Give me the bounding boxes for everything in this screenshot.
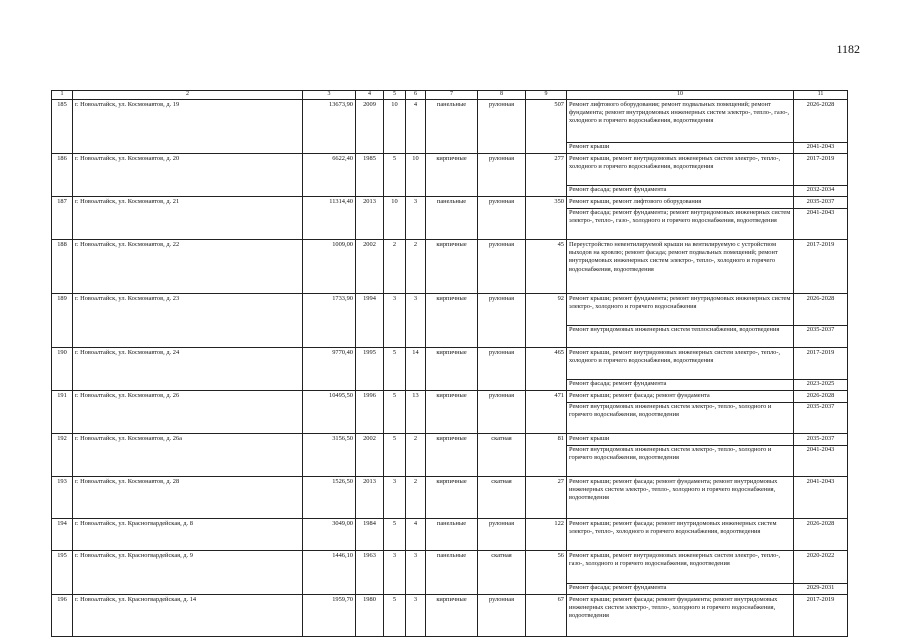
address-cell: г. Новоалтайск, ул. Космонавтов, д. 22 bbox=[73, 240, 303, 294]
works-cell: Ремонт крыши; ремонт фасада; ремонт фундамента bbox=[567, 391, 794, 403]
table-row bbox=[52, 477, 848, 519]
wall-material-cell: кирпичные bbox=[426, 294, 478, 348]
area-cell: 3049,00 bbox=[303, 519, 356, 551]
period-cell: 2017-2019 bbox=[794, 348, 848, 380]
entrances-cell: 13 bbox=[406, 391, 426, 434]
year-cell: 1985 bbox=[356, 154, 384, 197]
address-cell: г. Новоалтайск, ул. Красногвардейская, д. 14 bbox=[73, 595, 303, 637]
row-number: 185 bbox=[52, 100, 73, 154]
area-cell: 1446,10 bbox=[303, 551, 356, 595]
roof-type-cell: рулонная bbox=[478, 595, 526, 637]
wall-material-cell: кирпичные bbox=[426, 240, 478, 294]
wall-material-cell: кирпичные bbox=[426, 391, 478, 434]
works-cell: Ремонт фасада; ремонт фундамента bbox=[567, 584, 794, 595]
wall-material-cell: панельные bbox=[426, 100, 478, 154]
entrances-cell: 4 bbox=[406, 100, 426, 154]
year-cell: 1980 bbox=[356, 595, 384, 637]
wall-material-cell: кирпичные bbox=[426, 477, 478, 519]
floors-cell: 10 bbox=[384, 100, 406, 154]
works-cell: Ремонт фасада; ремонт фундамента bbox=[567, 186, 794, 197]
period-cell: 2041-2043 bbox=[794, 446, 848, 477]
area-cell: 11314,40 bbox=[303, 197, 356, 240]
entrances-cell: 2 bbox=[406, 434, 426, 477]
row-number: 186 bbox=[52, 154, 73, 197]
column-number-row bbox=[52, 91, 848, 100]
residents-cell: 92 bbox=[526, 294, 567, 348]
period-cell: 2029-2031 bbox=[794, 584, 848, 595]
entrances-cell: 3 bbox=[406, 551, 426, 595]
entrances-cell: 3 bbox=[406, 595, 426, 637]
period-cell: 2026-2028 bbox=[794, 519, 848, 551]
residents-cell: 67 bbox=[526, 595, 567, 637]
floors-cell: 5 bbox=[384, 348, 406, 391]
floors-cell: 10 bbox=[384, 197, 406, 240]
entrances-cell: 4 bbox=[406, 519, 426, 551]
floors-cell: 5 bbox=[384, 154, 406, 197]
column-number: 6 bbox=[406, 91, 426, 100]
row-number: 192 bbox=[52, 434, 73, 477]
residents-cell: 122 bbox=[526, 519, 567, 551]
residents-cell: 56 bbox=[526, 551, 567, 595]
works-cell: Ремонт крыши, ремонт внутридомовых инженерных систем электро-, тепло-, холодного и горячего водоснабжения, водоотведения bbox=[567, 348, 794, 380]
year-cell: 2013 bbox=[356, 477, 384, 519]
works-cell: Ремонт фасада; ремонт фундамента bbox=[567, 380, 794, 391]
works-cell: Ремонт крыши; ремонт фасада; ремонт фундамента; ремонт внутридомовых инженерных систем электро-, тепло-, холодного и горячего водоснабжения, водоотведения bbox=[567, 477, 794, 519]
residents-cell: 27 bbox=[526, 477, 567, 519]
address-cell: г. Новоалтайск, ул. Космонавтов, д. 24 bbox=[73, 348, 303, 391]
page-number: 1182 bbox=[836, 42, 860, 56]
table-row bbox=[52, 434, 848, 446]
table-row bbox=[52, 154, 848, 186]
area-cell: 1526,50 bbox=[303, 477, 356, 519]
works-cell: Ремонт крыши, ремонт внутридомовых инженерных систем электро-, тепло-, газо-, холодного и горячего водоснабжения, водоотведения bbox=[567, 551, 794, 584]
works-cell: Ремонт лифтового оборудования; ремонт подвальных помещений; ремонт фундамента; ремонт внутридомовых инженерных систем электро-, тепло-, газо-, холодного и горячего водоснабжения, водоотведения bbox=[567, 100, 794, 143]
wall-material-cell: панельные bbox=[426, 551, 478, 595]
works-cell: Ремонт крыши; ремонт фундамента; ремонт внутридомовых инженерных систем электро-, холодного и горячего водоснабжения bbox=[567, 294, 794, 326]
entrances-cell: 14 bbox=[406, 348, 426, 391]
column-number: 3 bbox=[303, 91, 356, 100]
table-row bbox=[52, 197, 848, 209]
period-cell: 2035-2037 bbox=[794, 434, 848, 446]
row-number: 196 bbox=[52, 595, 73, 637]
address-cell: г. Новоалтайск, ул. Красногвардейская, д. 8 bbox=[73, 519, 303, 551]
area-cell: 1733,90 bbox=[303, 294, 356, 348]
floors-cell: 5 bbox=[384, 595, 406, 637]
column-number: 5 bbox=[384, 91, 406, 100]
works-cell: Ремонт внутридомовых инженерных систем электро-, тепло-, холодного и горячего водоснабжения, водоотведения bbox=[567, 403, 794, 434]
roof-type-cell: рулонная bbox=[478, 348, 526, 391]
works-cell: Ремонт крыши bbox=[567, 143, 794, 154]
address-cell: г. Новоалтайск, ул. Космонавтов, д. 21 bbox=[73, 197, 303, 240]
area-cell: 1959,70 bbox=[303, 595, 356, 637]
roof-type-cell: рулонная bbox=[478, 240, 526, 294]
row-number: 191 bbox=[52, 391, 73, 434]
period-cell: 2035-2037 bbox=[794, 197, 848, 209]
works-cell: Переустройство невентилируемой крыши на вентилируемую с устройством выходов на кровлю; ремонт фасада; ремонт подвальных помещений; ремонт внутридомовых инженерных систем электро-, тепло-, холодного и горячего водоснабжения, водоотведения bbox=[567, 240, 794, 294]
wall-material-cell: кирпичные bbox=[426, 434, 478, 477]
wall-material-cell: панельные bbox=[426, 197, 478, 240]
entrances-cell: 2 bbox=[406, 240, 426, 294]
column-number: 4 bbox=[356, 91, 384, 100]
floors-cell: 3 bbox=[384, 551, 406, 595]
address-cell: г. Новоалтайск, ул. Красногвардейская, д. 9 bbox=[73, 551, 303, 595]
residents-cell: 507 bbox=[526, 100, 567, 154]
address-cell: г. Новоалтайск, ул. Космонавтов, д. 26 bbox=[73, 391, 303, 434]
period-cell: 2026-2028 bbox=[794, 100, 848, 143]
period-cell: 2017-2019 bbox=[794, 240, 848, 294]
column-number: 9 bbox=[526, 91, 567, 100]
table-row bbox=[52, 519, 848, 551]
year-cell: 1994 bbox=[356, 294, 384, 348]
roof-type-cell: скатная bbox=[478, 434, 526, 477]
area-cell: 6622,40 bbox=[303, 154, 356, 197]
period-cell: 2020-2022 bbox=[794, 551, 848, 584]
works-cell: Ремонт фасада; ремонт фундамента; ремонт внутридомовых инженерных систем электро-, тепло-, газо-, холодного и горячего водоснабжения, водоотведения bbox=[567, 209, 794, 240]
roof-type-cell: рулонная bbox=[478, 100, 526, 154]
period-cell: 2017-2019 bbox=[794, 595, 848, 637]
entrances-cell: 3 bbox=[406, 197, 426, 240]
column-number: 7 bbox=[426, 91, 478, 100]
table-row bbox=[52, 391, 848, 403]
residents-cell: 45 bbox=[526, 240, 567, 294]
row-number: 194 bbox=[52, 519, 73, 551]
roof-type-cell: скатная bbox=[478, 551, 526, 595]
table-row bbox=[52, 348, 848, 380]
works-cell: Ремонт крыши, ремонт лифтового оборудования bbox=[567, 197, 794, 209]
period-cell: 2032-2034 bbox=[794, 186, 848, 197]
period-cell: 2017-2019 bbox=[794, 154, 848, 186]
area-cell: 13673,90 bbox=[303, 100, 356, 154]
table-row bbox=[52, 551, 848, 584]
year-cell: 2013 bbox=[356, 197, 384, 240]
roof-type-cell: рулонная bbox=[478, 294, 526, 348]
period-cell: 2041-2043 bbox=[794, 143, 848, 154]
row-number: 189 bbox=[52, 294, 73, 348]
roof-type-cell: рулонная bbox=[478, 519, 526, 551]
wall-material-cell: кирпичные bbox=[426, 595, 478, 637]
table-row bbox=[52, 100, 848, 143]
column-number: 11 bbox=[794, 91, 848, 100]
year-cell: 2002 bbox=[356, 240, 384, 294]
roof-type-cell: скатная bbox=[478, 477, 526, 519]
works-cell: Ремонт крыши, ремонт внутридомовых инженерных систем электро-, тепло-, холодного и горячего водоснабжения, водоотведения bbox=[567, 154, 794, 186]
table-row bbox=[52, 595, 848, 637]
column-number: 10 bbox=[567, 91, 794, 100]
address-cell: г. Новоалтайск, ул. Космонавтов, д. 23 bbox=[73, 294, 303, 348]
year-cell: 1984 bbox=[356, 519, 384, 551]
wall-material-cell: кирпичные bbox=[426, 154, 478, 197]
works-cell: Ремонт крыши; ремонт фасада; ремонт фундамента; ремонт внутридомовых инженерных систем электро-, тепло-, холодного и горячего водоснабжения, водоотведения bbox=[567, 595, 794, 637]
floors-cell: 3 bbox=[384, 477, 406, 519]
table-body bbox=[52, 91, 848, 637]
entrances-cell: 3 bbox=[406, 294, 426, 348]
period-cell: 2035-2037 bbox=[794, 403, 848, 434]
area-cell: 1009,00 bbox=[303, 240, 356, 294]
period-cell: 2041-2043 bbox=[794, 209, 848, 240]
roof-type-cell: рулонная bbox=[478, 391, 526, 434]
residents-cell: 81 bbox=[526, 434, 567, 477]
year-cell: 2009 bbox=[356, 100, 384, 154]
floors-cell: 3 bbox=[384, 294, 406, 348]
entrances-cell: 10 bbox=[406, 154, 426, 197]
column-number: 1 bbox=[52, 91, 73, 100]
row-number: 193 bbox=[52, 477, 73, 519]
row-number: 188 bbox=[52, 240, 73, 294]
wall-material-cell: панельные bbox=[426, 519, 478, 551]
residents-cell: 277 bbox=[526, 154, 567, 197]
wall-material-cell: кирпичные bbox=[426, 348, 478, 391]
floors-cell: 5 bbox=[384, 434, 406, 477]
area-cell: 9770,40 bbox=[303, 348, 356, 391]
works-cell: Ремонт внутридомовых инженерных систем теплоснабжения, водоотведения bbox=[567, 326, 794, 348]
floors-cell: 2 bbox=[384, 240, 406, 294]
works-cell: Ремонт крыши bbox=[567, 434, 794, 446]
roof-type-cell: рулонная bbox=[478, 154, 526, 197]
works-cell: Ремонт внутридомовых инженерных систем электро-, тепло-, холодного и горячего водоснабжения, водоотведения bbox=[567, 446, 794, 477]
period-cell: 2035-2037 bbox=[794, 326, 848, 348]
year-cell: 1995 bbox=[356, 348, 384, 391]
period-cell: 2026-2028 bbox=[794, 391, 848, 403]
row-number: 195 bbox=[52, 551, 73, 595]
period-cell: 2026-2028 bbox=[794, 294, 848, 326]
address-cell: г. Новоалтайск, ул. Космонавтов, д. 28 bbox=[73, 477, 303, 519]
floors-cell: 5 bbox=[384, 391, 406, 434]
residents-cell: 465 bbox=[526, 348, 567, 391]
period-cell: 2023-2025 bbox=[794, 380, 848, 391]
row-number: 190 bbox=[52, 348, 73, 391]
table-row bbox=[52, 294, 848, 326]
address-cell: г. Новоалтайск, ул. Космонавтов, д. 26а bbox=[73, 434, 303, 477]
address-cell: г. Новоалтайск, ул. Космонавтов, д. 19 bbox=[73, 100, 303, 154]
roof-type-cell: рулонная bbox=[478, 197, 526, 240]
area-cell: 10495,50 bbox=[303, 391, 356, 434]
row-number: 187 bbox=[52, 197, 73, 240]
residents-cell: 471 bbox=[526, 391, 567, 434]
entrances-cell: 2 bbox=[406, 477, 426, 519]
column-number: 2 bbox=[73, 91, 303, 100]
year-cell: 1996 bbox=[356, 391, 384, 434]
housing-registry-table bbox=[51, 90, 848, 637]
floors-cell: 5 bbox=[384, 519, 406, 551]
table-row bbox=[52, 240, 848, 294]
residents-cell: 350 bbox=[526, 197, 567, 240]
column-number: 8 bbox=[478, 91, 526, 100]
year-cell: 1963 bbox=[356, 551, 384, 595]
works-cell: Ремонт крыши; ремонт фасада; ремонт внутридомовых инженерных систем электро-, тепло-, холодного и горячего водоснабжения, водоотведения bbox=[567, 519, 794, 551]
year-cell: 2002 bbox=[356, 434, 384, 477]
period-cell: 2041-2043 bbox=[794, 477, 848, 519]
address-cell: г. Новоалтайск, ул. Космонавтов, д. 20 bbox=[73, 154, 303, 197]
area-cell: 3156,50 bbox=[303, 434, 356, 477]
